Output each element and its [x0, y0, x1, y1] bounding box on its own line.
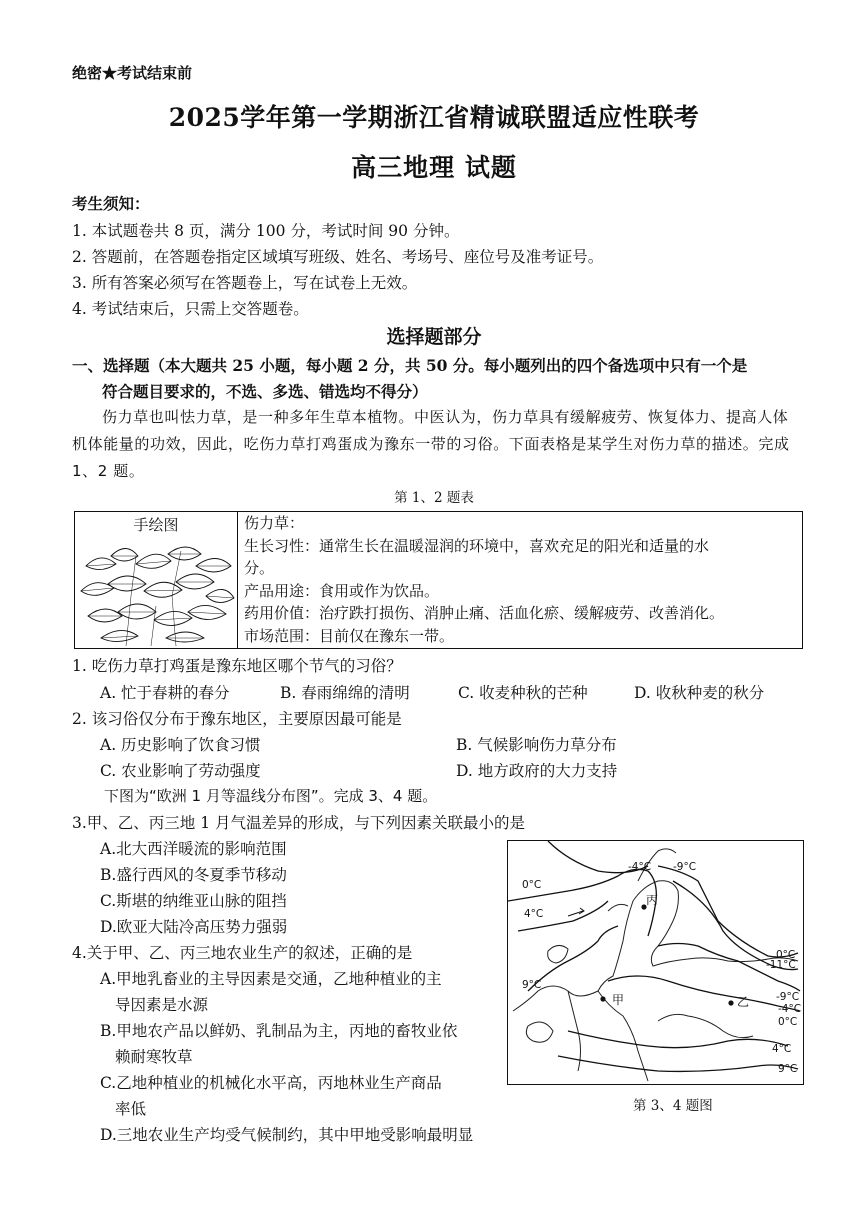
notice-item: 2. 答题前，在答题卷指定区域填写班级、姓名、考场号、座位号及准考证号。	[72, 248, 604, 266]
isotherm-label: -11°C	[766, 959, 796, 971]
isotherm-label: 0°C	[522, 879, 542, 891]
herb-drawing-cell	[75, 512, 238, 649]
q4-option-b-cont: 赖耐寒牧草	[115, 1048, 193, 1066]
part-heading: 一、选择题（本大题共 25 小题，每小题 2 分，共 50 分。每小题列出的四个备选项中只有一个是	[72, 356, 748, 375]
isotherm-label: -4°C	[628, 861, 652, 873]
q4-option-a: A.甲地乳畜业的主导因素是交通，乙地种植业的主	[100, 970, 442, 988]
notice-heading: 考生须知：	[72, 194, 150, 213]
q4-option-c: C.乙地种植业的机械化水平高，丙地林业生产商品	[100, 1074, 442, 1092]
confidential-mark: 绝密★考试结束前	[72, 64, 193, 82]
herb-line: 药用价值：治疗跌打损伤、消肿止痛、活血化瘀、缓解疲劳、改善消化。	[244, 604, 725, 622]
herb-line: 生长习性：通常生长在温暖湿润的环境中，喜欢充足的阳光和适量的水	[244, 536, 710, 555]
q2-option-a: A. 历史影响了饮食习惯	[100, 736, 261, 754]
q4-option-d: D.三地农业生产均受气候制约，其中甲地受影响最明显	[100, 1126, 474, 1144]
europe-isotherm-map	[507, 840, 804, 1085]
drawing-label: 手绘图	[133, 516, 179, 534]
question-1-stem: 1. 吃伤力草打鸡蛋是豫东地区哪个节气的习俗？	[72, 657, 402, 675]
question-4-stem: 4.关于甲、乙、丙三地农业生产的叙述，正确的是	[72, 944, 413, 962]
herb-drawing	[76, 536, 236, 646]
question-2-stem: 2. 该习俗仅分布于豫东地区，主要原因最可能是	[72, 710, 402, 728]
herb-description-cell	[238, 512, 803, 649]
notice-item: 3. 所有答案必须写在答题卷上，写在试卷上无效。	[72, 274, 418, 292]
q2-option-b: B. 气候影响伤力草分布	[456, 736, 617, 754]
place-label-jia: 甲	[612, 993, 625, 1007]
exam-title: 2025学年第一学期浙江省精诚联盟适应性联考	[168, 103, 700, 132]
isotherm-label: 4°C	[772, 1043, 792, 1055]
isotherm-label: 0°C	[776, 949, 796, 961]
place-label-yi: 乙	[737, 995, 750, 1009]
isotherm-label: 0°C	[778, 1016, 798, 1028]
q3-option-b: B.盛行西风的冬夏季节移动	[100, 866, 287, 884]
herb-line: 伤力草：	[244, 514, 305, 532]
q1-option-b: B. 春雨绵绵的清明	[280, 684, 410, 702]
notice-item: 1. 本试题卷共 8 页，满分 100 分，考试时间 90 分钟。	[72, 222, 460, 240]
map-caption: 第 3、4 题图	[633, 1098, 713, 1114]
isotherm-label: 9°C	[778, 1063, 798, 1075]
notice-item: 4. 考试结束后，只需上交答题卷。	[72, 300, 309, 318]
herb-info-table	[74, 511, 803, 649]
q1-option-d: D. 收秋种麦的秋分	[634, 684, 765, 702]
q1-option-a: A. 忙于春耕的春分	[100, 684, 230, 702]
intro-paragraph: 伤力草也叫怯力草，是一种多年生草本植物。中医认为，伤力草具有缓解疲劳、恢复体力、提高人体机体能量的功效，因此，吃伤力草打鸡蛋成为豫东一带的习俗。下面表格是某学生对伤力草的描述。完成 1、2 题。	[72, 408, 790, 480]
q2-option-c: C. 农业影响了劳动强度	[100, 762, 261, 780]
q4-option-c-cont: 率低	[115, 1100, 147, 1118]
herb-line: 产品用途：食用或作为饮品。	[244, 581, 440, 600]
map-drawing	[508, 841, 803, 1084]
q1-option-c: C. 收麦种秋的芒种	[458, 684, 588, 702]
isotherm-label: 9°C	[522, 979, 542, 991]
isotherm-label: -9°C	[776, 991, 800, 1003]
question-3-stem: 3.甲、乙、丙三地 1 月气温差异的形成，与下列因素关联最小的是	[72, 814, 526, 832]
isotherm-label: -9°C	[673, 861, 697, 873]
part-heading-cont: 符合题目要求的，不选、多选、错选均不得分）	[102, 382, 428, 401]
q3-option-a: A.北大西洋暖流的影响范围	[100, 840, 287, 858]
herb-line: 分。	[244, 559, 275, 577]
q4-option-a-cont: 导因素是水源	[115, 996, 209, 1014]
map-intro: 下图为“欧洲 1 月等温线分布图”。完成 3、4 题。	[104, 787, 438, 805]
table-caption: 第 1、2 题表	[394, 490, 474, 506]
section-title: 选择题部分	[386, 326, 482, 348]
q3-option-c: C.斯堪的纳维亚山脉的阻挡	[100, 892, 287, 910]
isotherm-label: -4°C	[778, 1003, 802, 1015]
q4-option-b: B.甲地农产品以鲜奶、乳制品为主，丙地的畜牧业依	[100, 1022, 458, 1040]
herb-line: 市场范围：目前仅在豫东一带。	[244, 626, 455, 645]
isotherm-label: 4°C	[524, 908, 544, 920]
place-label-bing: 丙	[646, 893, 659, 907]
q3-option-d: D.欧亚大陆冷高压势力强弱	[100, 918, 288, 936]
exam-subtitle: 高三地理 试题	[351, 153, 517, 182]
q2-option-d: D. 地方政府的大力支持	[456, 762, 618, 780]
